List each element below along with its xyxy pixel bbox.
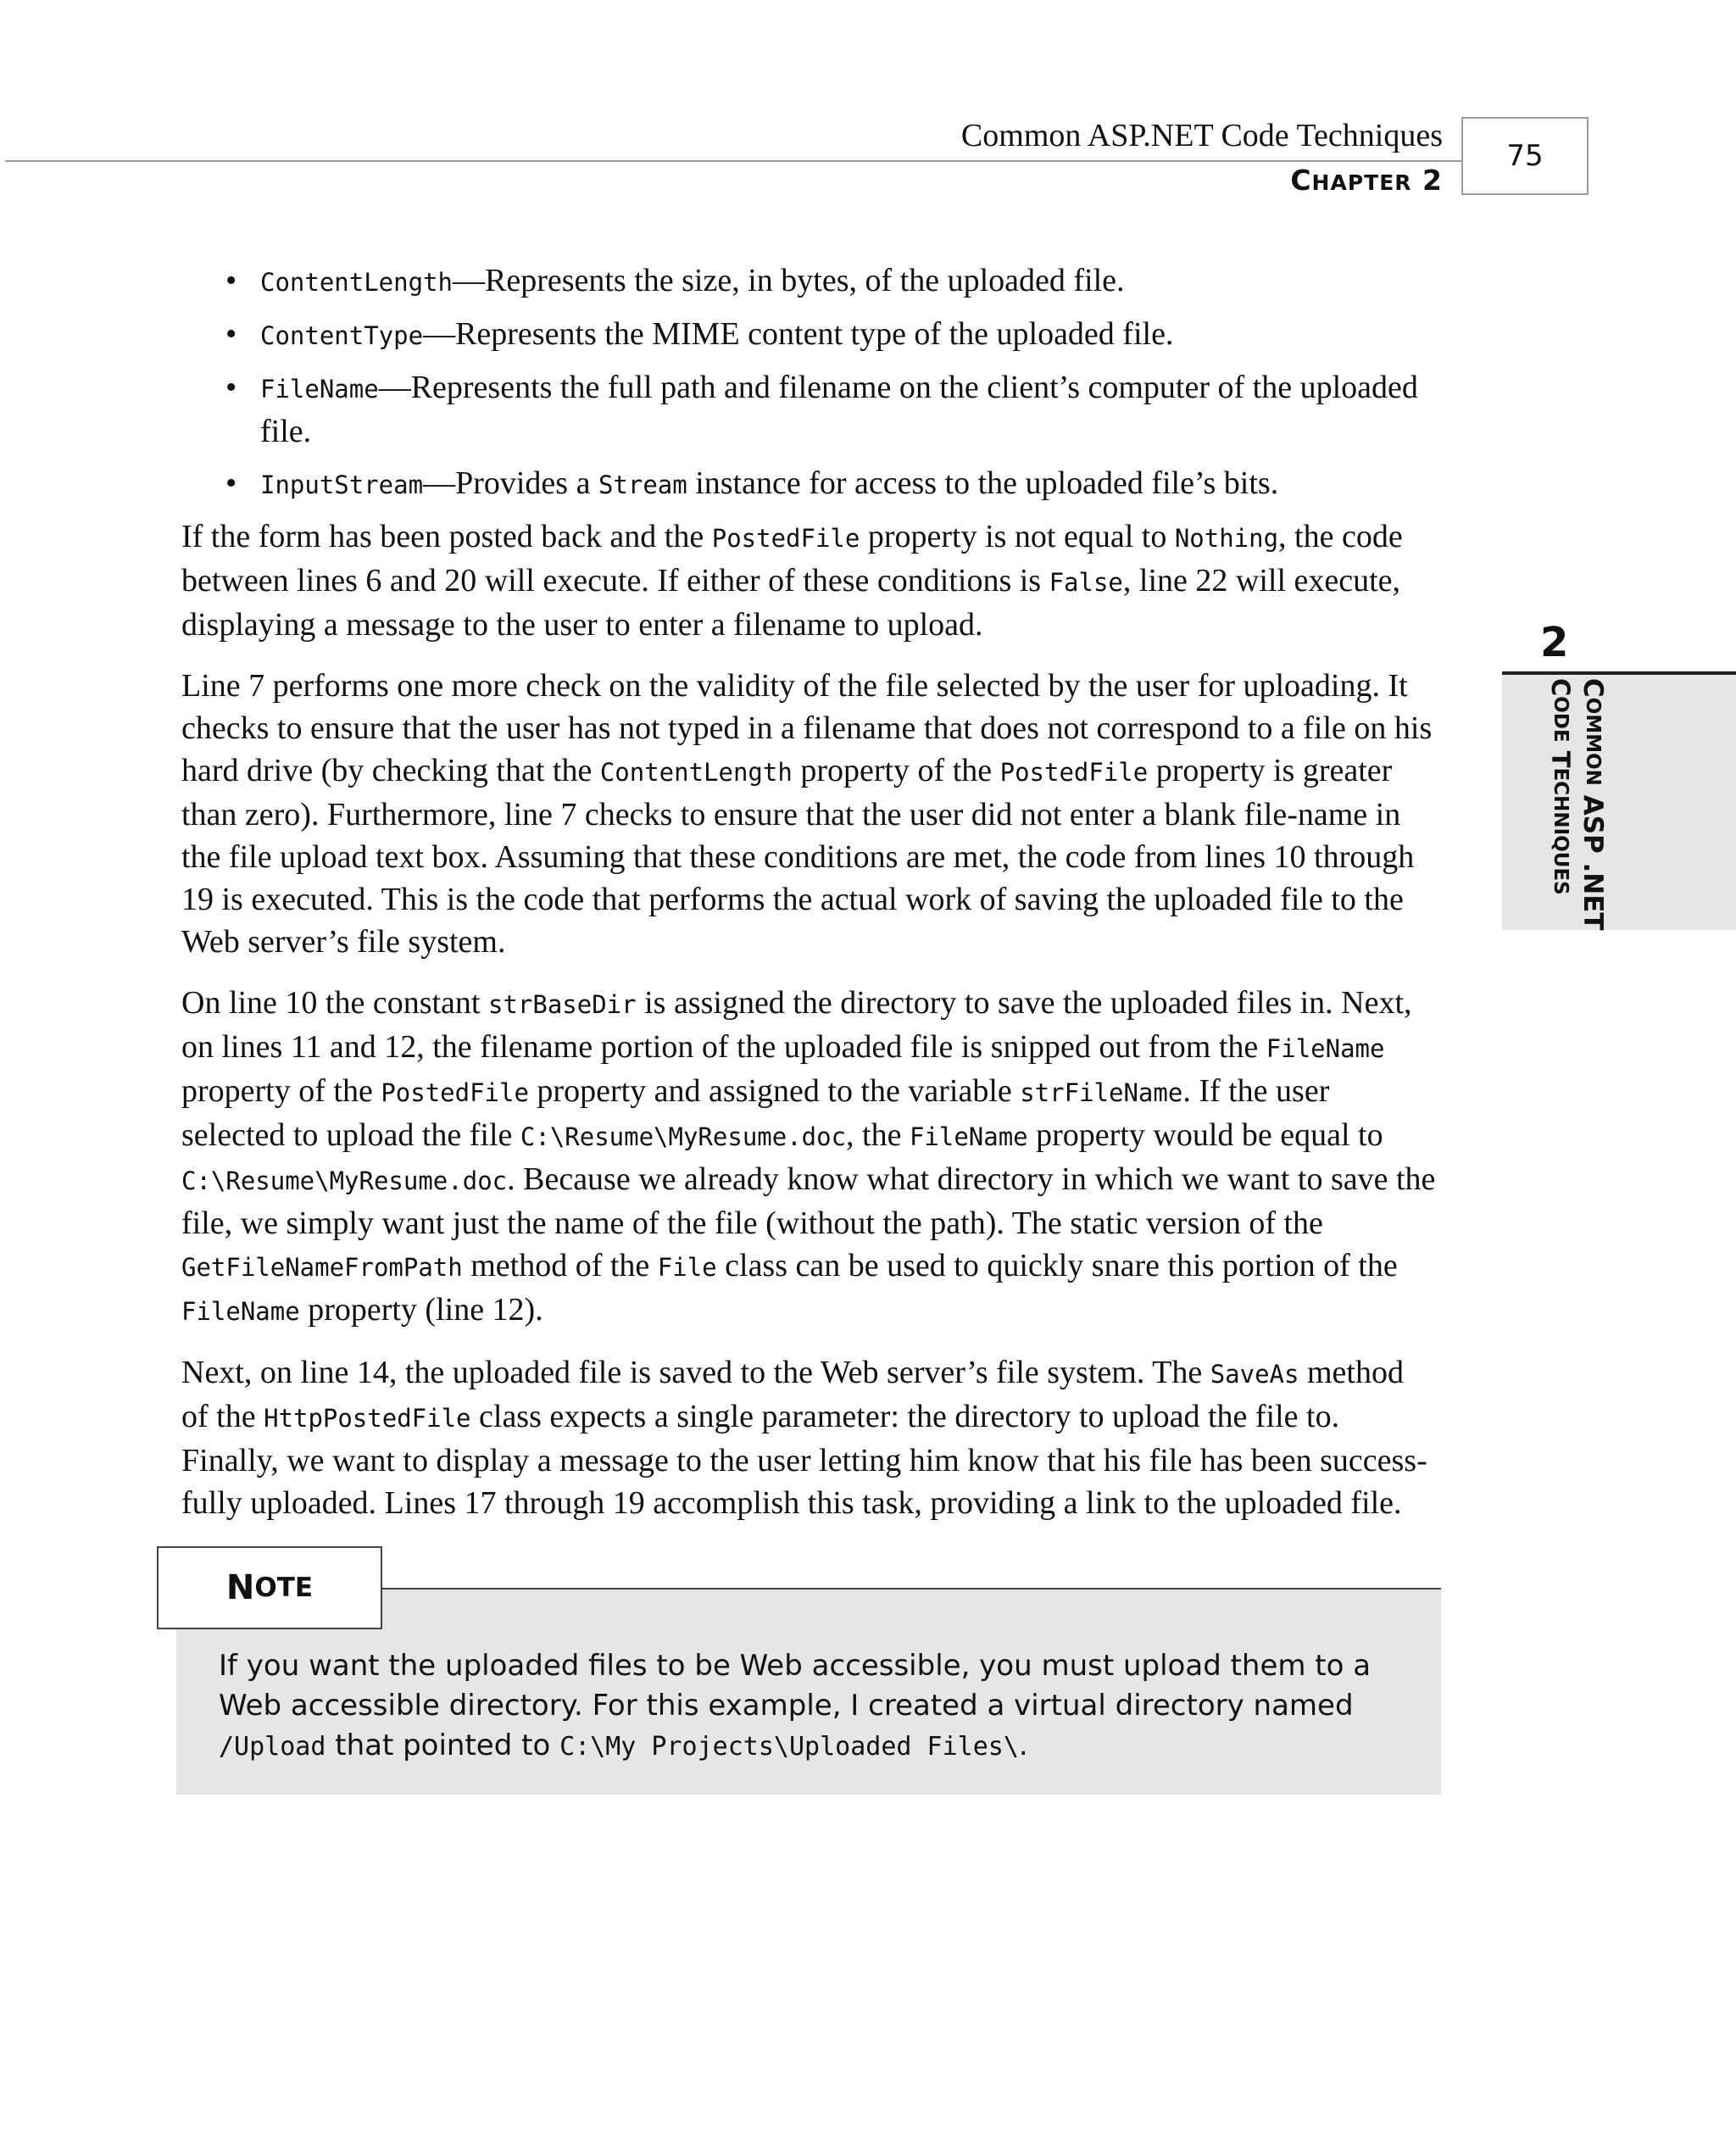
- list-item: • ContentType—Represents the MIME content type of the uploaded file.: [181, 313, 1436, 357]
- list-item: • ContentLength—Represents the size, in bytes, of the uploaded file.: [181, 259, 1436, 303]
- inline-code: ContentType: [260, 321, 424, 350]
- note-rule: [381, 1588, 1441, 1589]
- inline-code: FileName: [909, 1122, 1028, 1151]
- inline-code: strBaseDir: [487, 990, 637, 1019]
- inline-code: PostedFile: [711, 524, 860, 553]
- side-tab-number: 2: [1540, 619, 1569, 666]
- page-number: 75: [1461, 117, 1589, 195]
- side-tab-rule: [1502, 671, 1736, 675]
- inline-code: InputStream: [260, 470, 424, 499]
- inline-code: Nothing: [1174, 524, 1279, 553]
- inline-code: HttpPostedFile: [264, 1404, 471, 1433]
- side-tab-line-2: CODE TECHNIQUES: [1546, 678, 1575, 895]
- inline-code: C:\Resume\MyResume.doc: [520, 1122, 847, 1151]
- chapter-label-rest: HAPTER: [1311, 170, 1412, 195]
- body-content: [181, 259, 1436, 1543]
- property-list: [181, 259, 1436, 506]
- paragraph: On line 10 the constant strBaseDir is assigned the directory to save the uploaded files in. Next, on lines 11 and 12, the filename portion of the uploaded file is snipped out from the FileName property of the PostedFile property and assigned to the variable strFileName. If the user selected to upload the file C:\Resume\MyResume.doc, the FileName property would be equal to C:\Resume\MyResume.doc. Because we already know what directory in which we want to save the file, we simply want just the name of the file (without the path). The static version of the GetFileNameFromPath method of the File class can be used to quickly snare this portion of the FileName property (line 12).: [181, 985, 1436, 1328]
- paragraph: Line 7 performs one more check on the validity of the file selected by the user for uploading. It checks to ensure that the user has not typed in a filename that does not correspond to a file on his hard drive (by checking that the ContentLength property of the PostedFile property is greater than zero). Furthermore, line 7 checks to ensure that the user did not enter a blank file-name in the file upload text box. Assuming that these conditions are met, the code from lines 10 through 19 is executed. This is the code that performs the actual work of saving the uploaded file to the Web server’s file system.: [181, 668, 1433, 960]
- paragraph: Next, on line 14, the uploaded file is saved to the Web server’s file system. The SaveAs method of the HttpPostedFile class expects a single parameter: the directory to upload the file to. Finally, we want to display a message to the user letting him know that his file has been success-fully uploaded. Lines 17 through 19 accomplish this task, providing a link to the uploaded file.: [181, 1355, 1427, 1521]
- inline-code: False: [1049, 568, 1123, 597]
- side-tab-label: [1544, 678, 1609, 931]
- chapter-label-initial: C: [1290, 164, 1312, 197]
- inline-code: SaveAs: [1210, 1360, 1299, 1389]
- inline-code: ContentLength: [599, 758, 793, 787]
- inline-code: /Upload: [219, 1732, 326, 1762]
- list-item: • InputStream—Provides a Stream instance for access to the uploaded file’s bits.: [181, 462, 1436, 506]
- note-text: If you want the uploaded files to be Web accessible, you must upload them to a Web accessible directory. For this example, I created a virtual directory named /Upload that pointed to C:\My Projects\Uploaded Files\.: [219, 1649, 1372, 1762]
- inline-code: FileName: [1266, 1034, 1385, 1063]
- inline-code: File: [657, 1253, 717, 1282]
- header-rule: [5, 160, 1461, 162]
- inline-code: ContentLength: [260, 268, 453, 297]
- side-tab: [1502, 671, 1736, 930]
- inline-code: PostedFile: [999, 758, 1149, 787]
- note-label: N OTE: [157, 1546, 382, 1629]
- inline-code: FileName: [260, 375, 379, 404]
- chapter-number: 2: [1422, 164, 1443, 197]
- inline-code: strFileName: [1020, 1078, 1183, 1107]
- inline-code: GetFileNameFromPath: [181, 1253, 463, 1282]
- paragraph: If the form has been posted back and the PostedFile property is not equal to Nothing, the code between lines 6 and 20 will execute. If either of these conditions is False, line 22 will execute, displaying a message to the user to enter a filename to upload.: [181, 519, 1403, 643]
- side-tab-line-1: COMMON ASP .NET: [1577, 678, 1608, 931]
- list-item: • FileName—Represents the full path and filename on the client’s computer of the uploaded file.: [181, 366, 1436, 453]
- running-title: Common ASP.NET Code Techniques: [960, 118, 1443, 153]
- inline-code: FileName: [181, 1297, 300, 1326]
- chapter-label: [1290, 164, 1443, 197]
- inline-code: PostedFile: [381, 1078, 529, 1107]
- inline-code: C:\My Projects\Uploaded Files\: [559, 1732, 1019, 1762]
- inline-code: Stream: [598, 470, 687, 499]
- inline-code: C:\Resume\MyResume.doc: [181, 1166, 508, 1195]
